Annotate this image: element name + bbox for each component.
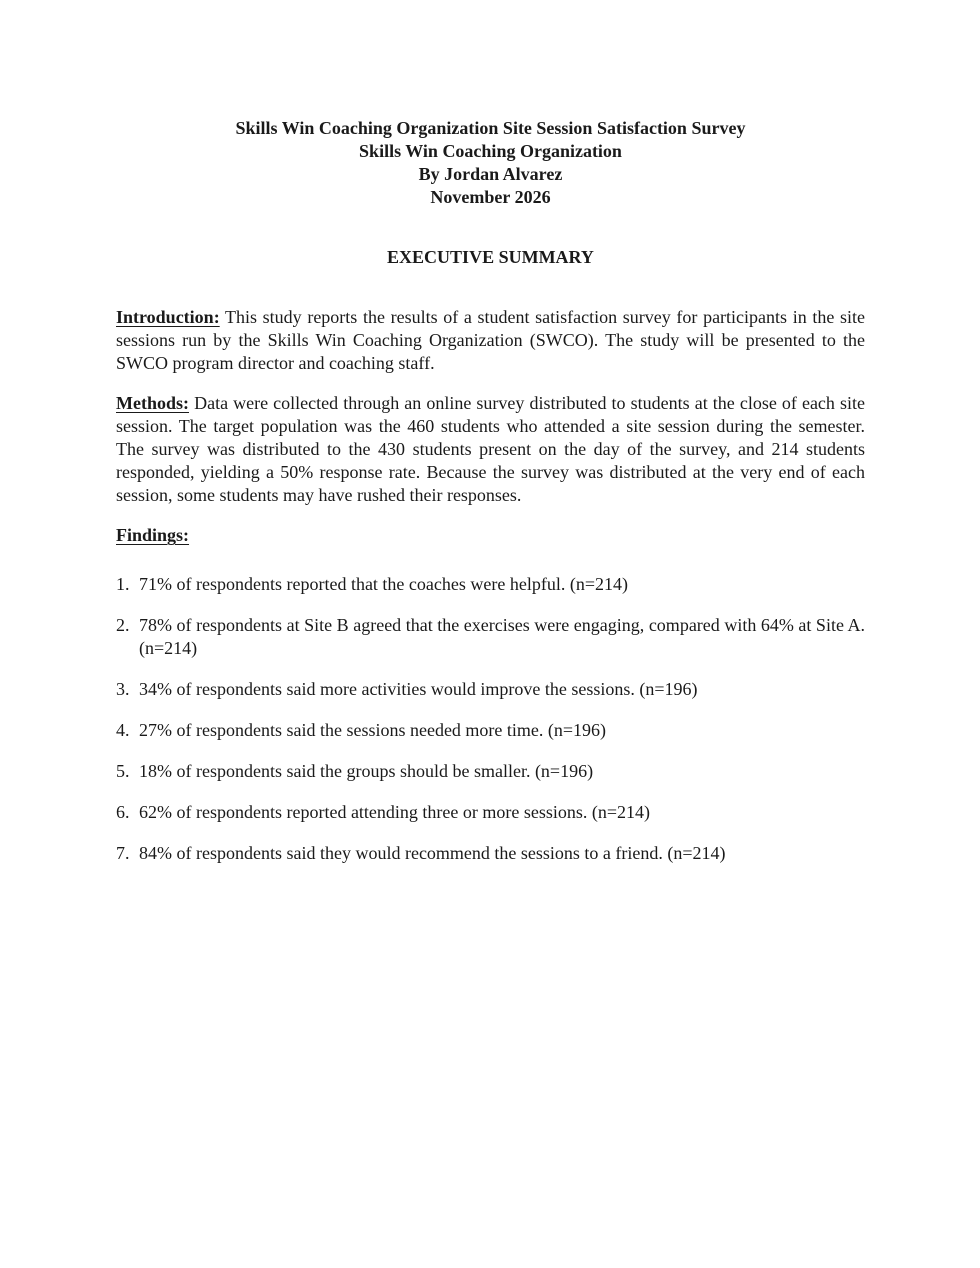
executive-summary-heading: EXECUTIVE SUMMARY: [387, 247, 594, 267]
finding-number: 4.: [116, 720, 130, 740]
organization-name: Skills Win Coaching Organization: [359, 141, 622, 161]
finding-text: 71% of respondents reported that the coaches were helpful. (n=214): [139, 574, 628, 594]
finding-item: [116, 842, 865, 865]
finding-number: 5.: [116, 761, 130, 781]
methods-label: Methods:: [116, 393, 189, 413]
finding-item: [116, 614, 865, 660]
introduction-label: Introduction:: [116, 307, 220, 327]
introduction-text: This study reports the results of a student satisfaction survey for participants in the site sessions run by the Skills Win Coaching Organization (SWCO). The study will be presented to the SWCO program director and coaching staff.: [116, 307, 865, 373]
finding-text: 62% of respondents reported attending three or more sessions. (n=214): [139, 802, 651, 822]
finding-item: [116, 801, 865, 824]
finding-item: [116, 719, 865, 742]
document-page: [116, 117, 865, 883]
finding-item: [116, 573, 865, 596]
finding-item: [116, 678, 865, 701]
report-title: Skills Win Coaching Organization Site Session Satisfaction Survey: [235, 118, 746, 138]
methods-text: Data were collected through an online survey distributed to students at the close of each site session. The target population was the 460 students who attended a site session during the semester. The survey was distributed to the 430 students present on the day of the survey, and 214 students responded, yielding a 50% response rate. Because the survey was distributed at the very end of each session, some students may have rushed their responses.: [116, 393, 865, 505]
finding-number: 2.: [116, 615, 130, 635]
finding-text: 18% of respondents said the groups should be smaller. (n=196): [139, 761, 594, 781]
findings-section: [116, 524, 865, 547]
finding-item: [116, 760, 865, 783]
finding-number: 3.: [116, 679, 130, 699]
findings-list: [116, 573, 865, 865]
finding-number: 1.: [116, 574, 130, 594]
finding-text: 27% of respondents said the sessions needed more time. (n=196): [139, 720, 607, 740]
finding-text: 34% of respondents said more activities would improve the sessions. (n=196): [139, 679, 698, 699]
finding-text: 78% of respondents at Site B agreed that the exercises were engaging, compared with 64% at Site A. (n=214): [139, 615, 865, 658]
finding-number: 7.: [116, 843, 130, 863]
finding-text: 84% of respondents said they would recommend the sessions to a friend. (n=214): [139, 843, 726, 863]
report-date: November 2026: [430, 187, 551, 207]
document-header: [116, 117, 865, 209]
author-line: By Jordan Alvarez: [418, 164, 563, 184]
methods-section: [116, 392, 865, 507]
introduction-section: [116, 306, 865, 375]
finding-number: 6.: [116, 802, 130, 822]
findings-label: Findings:: [116, 525, 190, 545]
